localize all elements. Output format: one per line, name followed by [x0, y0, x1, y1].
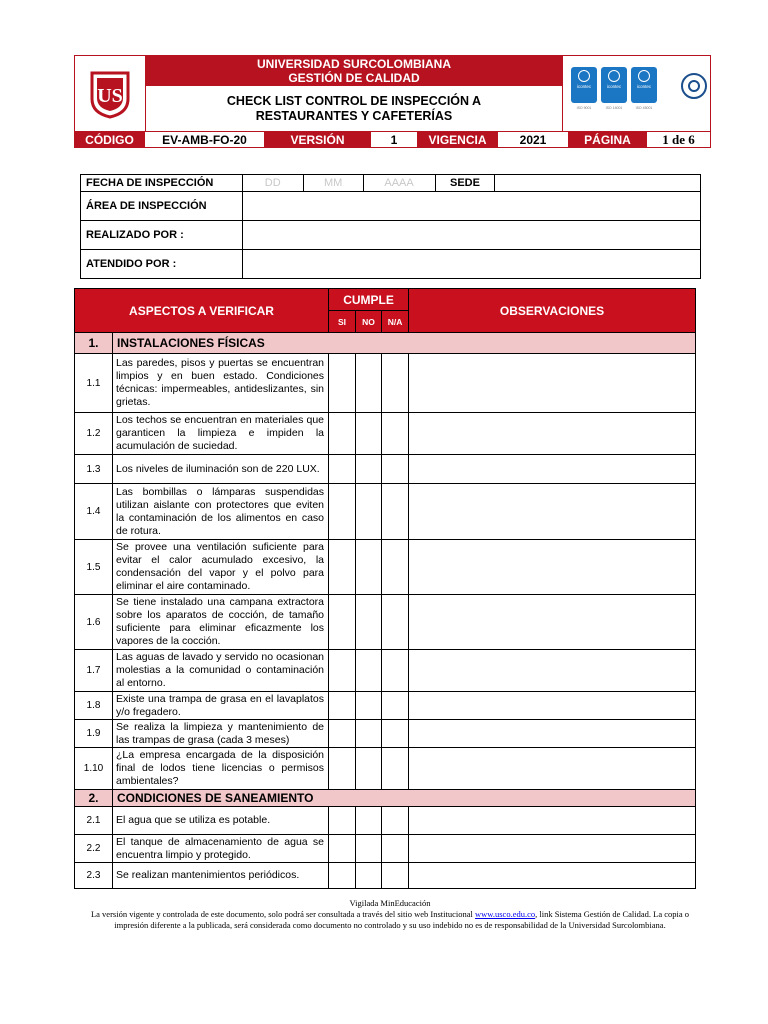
na-cell[interactable] — [382, 595, 409, 650]
observaciones-cell[interactable] — [409, 354, 696, 413]
aspectos-header: ASPECTOS A VERIFICAR — [75, 289, 329, 333]
item-number: 1.4 — [75, 484, 113, 540]
item-number: 2.1 — [75, 807, 113, 835]
no-cell[interactable] — [356, 354, 382, 413]
si-header: SI — [329, 311, 356, 333]
no-header: NO — [356, 311, 382, 333]
observaciones-cell[interactable] — [409, 540, 696, 595]
item-text: Las aguas de lavado y servido no ocasionan molestias a la comunidad o contaminación al entorno. — [113, 650, 329, 692]
logo-cell — [75, 56, 146, 131]
si-cell[interactable] — [329, 650, 356, 692]
no-cell[interactable] — [356, 807, 382, 835]
si-cell[interactable] — [329, 455, 356, 484]
item-text: Se realizan mantenimientos periódicos. — [113, 863, 329, 889]
section-title: INSTALACIONES FÍSICAS — [113, 333, 696, 354]
na-cell[interactable] — [382, 692, 409, 720]
item-text: ¿La empresa encargada de la disposición final de lodos tiene licencias o permisos ambientales? — [113, 748, 329, 790]
table-row — [75, 863, 696, 889]
no-cell[interactable] — [356, 835, 382, 863]
observaciones-cell[interactable] — [409, 595, 696, 650]
si-cell[interactable] — [329, 540, 356, 595]
item-text: Los techos se encuentran en materiales que garanticen la limpieza e impiden la acumulación de suciedad. — [113, 413, 329, 455]
na-header: N/A — [382, 311, 409, 333]
observaciones-cell[interactable] — [409, 455, 696, 484]
si-cell[interactable] — [329, 692, 356, 720]
no-cell[interactable] — [356, 413, 382, 455]
cert-caption: ISO 14001 — [605, 106, 623, 110]
table-row — [75, 807, 696, 835]
item-number: 1.3 — [75, 455, 113, 484]
university-band — [146, 56, 562, 86]
na-cell[interactable] — [382, 807, 409, 835]
na-cell[interactable] — [382, 540, 409, 595]
section-title: CONDICIONES DE SANEAMIENTO — [113, 790, 696, 807]
atendido-field[interactable] — [242, 250, 700, 279]
checklist-table — [74, 288, 696, 889]
item-number: 1.2 — [75, 413, 113, 455]
icontec-iso-45001-icon: icontec — [631, 67, 657, 103]
usco-website-link[interactable]: www.usco.edu.co — [475, 909, 536, 919]
footer-text-before: La versión vigente y controlada de este documento, solo podrá ser consultada a través del sitio web Institucional — [90, 909, 475, 919]
footer-text-after: , link Sistema Gestión de Calidad. La copia o impresión diferente a la publicada, será considerada como documento no controlado y su uso indebido no es de responsabilidad de la Universidad Surcolombiana. — [114, 909, 690, 930]
observaciones-cell[interactable] — [409, 484, 696, 540]
table-row — [75, 595, 696, 650]
document-header — [74, 55, 711, 148]
no-cell[interactable] — [356, 455, 382, 484]
item-text: Las paredes, pisos y puertas se encuentran limpios y en buen estado. Condiciones técnicas: impermeables, antideslizantes, sin grietas. — [113, 354, 329, 413]
na-cell[interactable] — [382, 354, 409, 413]
na-cell[interactable] — [382, 455, 409, 484]
certifications — [562, 56, 710, 131]
item-number: 1.7 — [75, 650, 113, 692]
na-cell[interactable] — [382, 650, 409, 692]
item-number: 2.2 — [75, 835, 113, 863]
item-text: Existe una trampa de grasa en el lavaplatos y/o fregadero. — [113, 692, 329, 720]
si-cell[interactable] — [329, 354, 356, 413]
section-number: 1. — [75, 333, 113, 354]
footer — [80, 898, 700, 931]
si-cell[interactable] — [329, 863, 356, 889]
section-number: 2. — [75, 790, 113, 807]
version-label: VERSIÓN — [265, 132, 371, 148]
section-header-row — [75, 790, 696, 807]
item-text: El tanque de almacenamiento de agua se encuentra limpio y protegido. — [113, 835, 329, 863]
no-cell[interactable] — [356, 692, 382, 720]
version-value: 1 — [371, 132, 418, 148]
realizado-field[interactable] — [242, 221, 700, 250]
table-row — [75, 413, 696, 455]
table-row — [75, 720, 696, 748]
item-number: 2.3 — [75, 863, 113, 889]
item-text: Se realiza la limpieza y mantenimiento de las trampas de grasa (cada 3 meses) — [113, 720, 329, 748]
no-cell[interactable] — [356, 748, 382, 790]
cert-caption: ISO 45001 — [635, 106, 653, 110]
item-number: 1.8 — [75, 692, 113, 720]
si-cell[interactable] — [329, 807, 356, 835]
table-row — [75, 455, 696, 484]
table-row — [75, 540, 696, 595]
si-cell[interactable] — [329, 835, 356, 863]
table-row — [75, 692, 696, 720]
na-cell[interactable] — [382, 863, 409, 889]
area-label: ÁREA DE INSPECCIÓN — [81, 192, 243, 221]
document-code-row — [75, 131, 710, 148]
na-cell[interactable] — [382, 484, 409, 540]
iqnet-icon — [681, 73, 707, 99]
item-text: Las bombillas o lámparas suspendidas utilizan aislante con protectores que eviten la contaminación de los alimentos en caso de rotura. — [113, 484, 329, 540]
observaciones-cell[interactable] — [409, 413, 696, 455]
footer-vigilada: Vigilada MinEducación — [349, 898, 431, 908]
sede-label: SEDE — [435, 175, 495, 192]
si-cell[interactable] — [329, 484, 356, 540]
university-name: UNIVERSIDAD SURCOLOMBIANA — [256, 57, 451, 71]
section-header-row — [75, 333, 696, 354]
footer-notice — [80, 909, 700, 931]
si-cell[interactable] — [329, 720, 356, 748]
table-row — [75, 484, 696, 540]
table-row — [75, 835, 696, 863]
na-cell[interactable] — [382, 720, 409, 748]
no-cell[interactable] — [356, 863, 382, 889]
icontec-iso-9001-icon: icontec — [571, 67, 597, 103]
item-number: 1.6 — [75, 595, 113, 650]
item-number: 1.1 — [75, 354, 113, 413]
table-row — [75, 354, 696, 413]
sede-field[interactable] — [495, 175, 701, 192]
item-text: Se provee una ventilación suficiente para evitar el calor acumulado excesivo, la condensación del vapor y el polvo para eliminar el aire contaminado. — [113, 540, 329, 595]
table-row — [75, 650, 696, 692]
university-logo — [88, 69, 132, 119]
observaciones-cell[interactable] — [409, 807, 696, 835]
year-field[interactable]: AAAA — [363, 175, 435, 192]
fecha-label: FECHA DE INSPECCIÓN — [81, 175, 243, 192]
item-text: Los niveles de iluminación son de 220 LUX. — [113, 455, 329, 484]
si-cell[interactable] — [329, 595, 356, 650]
icontec-iso-14001-icon: icontec — [601, 67, 627, 103]
item-number: 1.10 — [75, 748, 113, 790]
area-field[interactable] — [242, 192, 700, 221]
na-cell[interactable] — [382, 413, 409, 455]
observaciones-header: OBSERVACIONES — [409, 289, 696, 333]
item-number: 1.9 — [75, 720, 113, 748]
item-number: 1.5 — [75, 540, 113, 595]
si-cell[interactable] — [329, 413, 356, 455]
atendido-label: ATENDIDO POR : — [81, 250, 243, 279]
pagina-label: PÁGINA — [569, 132, 647, 148]
observaciones-cell[interactable] — [409, 748, 696, 790]
observaciones-cell[interactable] — [409, 835, 696, 863]
form-title: CHECK LIST CONTROL DE INSPECCIÓN A RESTAURANTES Y CAFETERÍAS — [226, 93, 482, 123]
item-text: El agua que se utiliza es potable. — [113, 807, 329, 835]
cert-caption: ISO 9001 — [576, 106, 592, 110]
na-cell[interactable] — [382, 748, 409, 790]
no-cell[interactable] — [356, 650, 382, 692]
table-row — [75, 748, 696, 790]
codigo-label: CÓDIGO — [75, 132, 145, 148]
department-name: GESTIÓN DE CALIDAD — [288, 71, 420, 85]
no-cell[interactable] — [356, 595, 382, 650]
observaciones-cell[interactable] — [409, 692, 696, 720]
observaciones-cell[interactable] — [409, 720, 696, 748]
si-cell[interactable] — [329, 748, 356, 790]
realizado-label: REALIZADO POR : — [81, 221, 243, 250]
vigencia-label: VIGENCIA — [418, 132, 498, 148]
month-field[interactable]: MM — [303, 175, 363, 192]
codigo-value: EV-AMB-FO-20 — [145, 132, 265, 148]
observaciones-cell[interactable] — [409, 650, 696, 692]
inspection-info-table — [80, 174, 701, 279]
logo-text: US — [97, 84, 123, 107]
pagina-value: 1 de 6 — [662, 132, 695, 147]
observaciones-cell[interactable] — [409, 863, 696, 889]
no-cell[interactable] — [356, 720, 382, 748]
cumple-header: CUMPLE — [329, 289, 409, 311]
na-cell[interactable] — [382, 835, 409, 863]
no-cell[interactable] — [356, 484, 382, 540]
vigencia-value: 2021 — [498, 132, 569, 148]
day-field[interactable]: DD — [242, 175, 303, 192]
item-text: Se tiene instalado una campana extractora sobre los aparatos de cocción, de tamaño suficiente para eliminar eficazmente los vapores de la cocción. — [113, 595, 329, 650]
no-cell[interactable] — [356, 540, 382, 595]
